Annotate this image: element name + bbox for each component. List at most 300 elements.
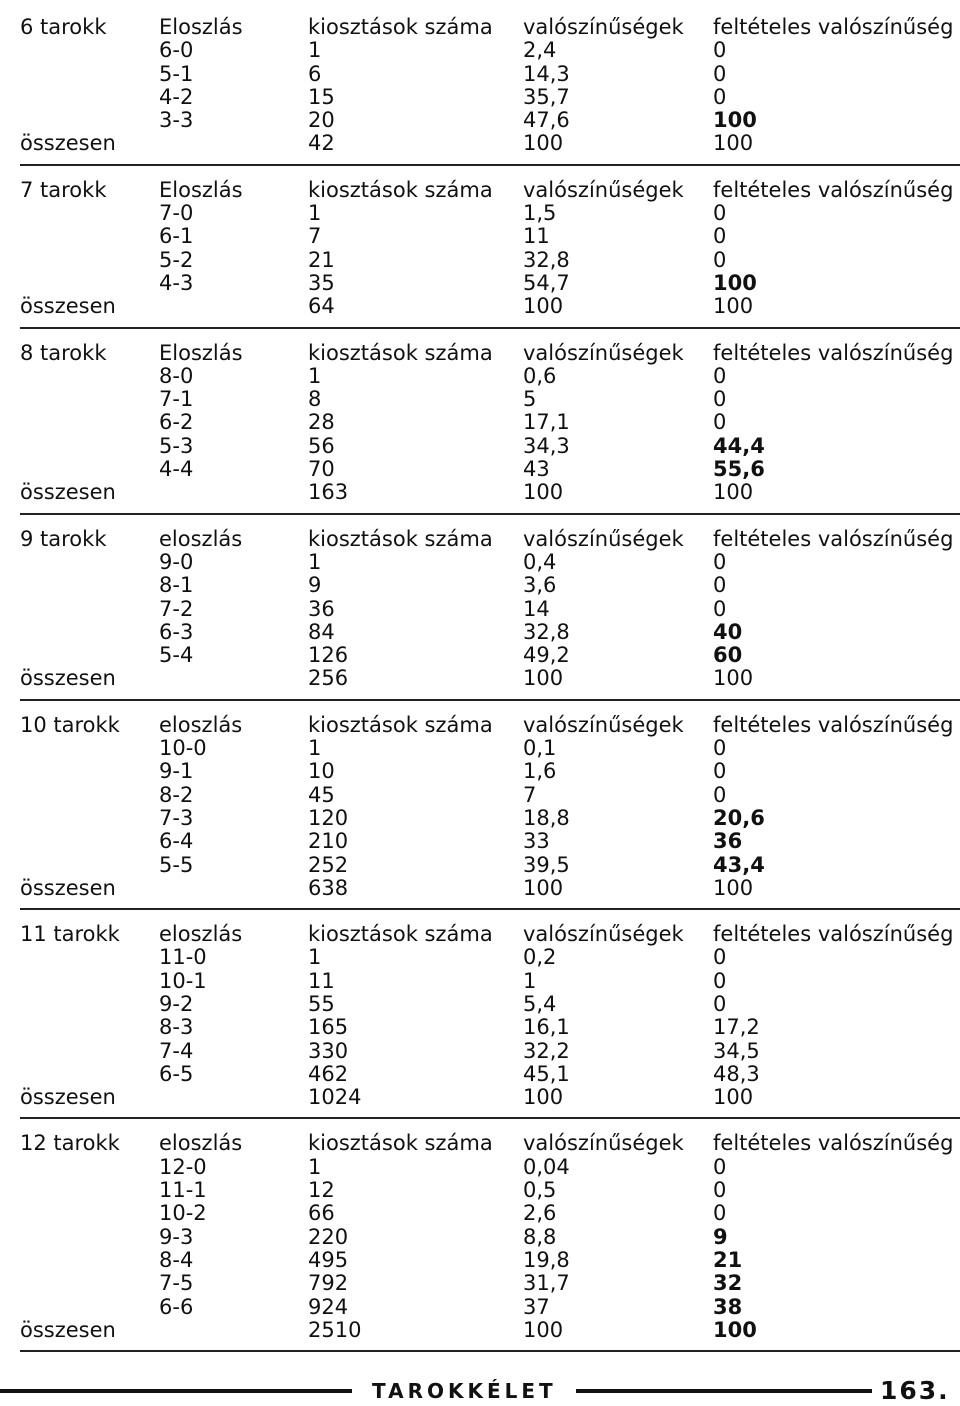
header-row bbox=[20, 179, 960, 202]
table-row bbox=[20, 1040, 960, 1063]
distribution-cell: 5-1 bbox=[159, 61, 194, 86]
table-row bbox=[20, 807, 960, 830]
deal-count-cell: 1 bbox=[308, 38, 322, 63]
probability-cell: 0,1 bbox=[523, 736, 557, 761]
table-row bbox=[20, 993, 960, 1016]
deal-count-cell: 6 bbox=[308, 61, 322, 86]
table-row bbox=[20, 574, 960, 597]
empty-cell bbox=[20, 946, 159, 969]
table-row bbox=[20, 760, 960, 783]
probability-cell: 0,4 bbox=[523, 549, 557, 574]
distribution-cell: 7-3 bbox=[159, 805, 194, 830]
conditional-probability-cell: 48,3 bbox=[713, 1061, 760, 1086]
distribution-cell: 4-2 bbox=[159, 84, 194, 109]
conditional-probability-cell: 21 bbox=[713, 1247, 743, 1272]
header-row bbox=[20, 923, 960, 946]
table-row bbox=[20, 225, 960, 248]
total-probability: 100 bbox=[523, 1085, 564, 1110]
header-deal-count: kiosztások száma bbox=[308, 340, 493, 365]
tarokk-block bbox=[20, 179, 960, 329]
deal-count-cell: 45 bbox=[308, 782, 335, 807]
conditional-probability-cell: 43,4 bbox=[713, 852, 765, 877]
probability-cell: 0,04 bbox=[523, 1154, 570, 1179]
empty-cell bbox=[20, 109, 159, 132]
total-deal-count: 256 bbox=[308, 666, 349, 691]
total-label: összesen bbox=[20, 1085, 116, 1110]
conditional-probability-cell: 0 bbox=[713, 1178, 727, 1203]
footer-rule-right bbox=[576, 1389, 872, 1393]
empty-cell bbox=[159, 1319, 308, 1342]
table-row bbox=[20, 458, 960, 481]
distribution-cell: 10-2 bbox=[159, 1201, 207, 1226]
tarokk-block bbox=[20, 714, 960, 910]
probability-cell: 0,6 bbox=[523, 363, 557, 388]
distribution-cell: 8-2 bbox=[159, 782, 194, 807]
conditional-probability-cell: 0 bbox=[713, 1201, 727, 1226]
total-conditional-probability: 100 bbox=[713, 294, 754, 319]
distribution-cell: 9-1 bbox=[159, 759, 194, 784]
empty-cell bbox=[20, 1296, 159, 1319]
total-row bbox=[20, 132, 960, 155]
total-probability: 100 bbox=[523, 480, 564, 505]
total-deal-count: 42 bbox=[308, 131, 335, 156]
total-conditional-probability: 100 bbox=[713, 480, 754, 505]
table-row bbox=[20, 1226, 960, 1249]
empty-cell bbox=[159, 295, 308, 318]
distribution-cell: 10-0 bbox=[159, 736, 207, 761]
total-label: összesen bbox=[20, 131, 116, 156]
distribution-cell: 8-0 bbox=[159, 363, 194, 388]
empty-cell bbox=[20, 854, 159, 877]
distribution-cell: 8-3 bbox=[159, 1015, 194, 1040]
empty-cell bbox=[20, 63, 159, 86]
probability-cell: 45,1 bbox=[523, 1061, 570, 1086]
deal-count-cell: 28 bbox=[308, 410, 335, 435]
total-label: összesen bbox=[20, 875, 116, 900]
conditional-probability-cell: 0 bbox=[713, 38, 727, 63]
block-title: 7 tarokk bbox=[20, 177, 107, 202]
total-row bbox=[20, 481, 960, 504]
table-row bbox=[20, 1179, 960, 1202]
table-row bbox=[20, 249, 960, 272]
deal-count-cell: 1 bbox=[308, 1154, 322, 1179]
distribution-cell: 11-0 bbox=[159, 945, 207, 970]
distribution-cell: 6-0 bbox=[159, 38, 194, 63]
deal-count-cell: 56 bbox=[308, 433, 335, 458]
empty-cell bbox=[20, 784, 159, 807]
deal-count-cell: 12 bbox=[308, 1178, 335, 1203]
empty-cell bbox=[20, 39, 159, 62]
header-probability: valószínűségek bbox=[523, 712, 684, 737]
empty-cell bbox=[20, 1272, 159, 1295]
probability-cell: 54,7 bbox=[523, 270, 570, 295]
total-row bbox=[20, 1086, 960, 1109]
distribution-cell: 7-4 bbox=[159, 1038, 194, 1063]
conditional-probability-cell: 40 bbox=[713, 619, 743, 644]
table-row bbox=[20, 644, 960, 667]
distribution-cell: 9-3 bbox=[159, 1224, 194, 1249]
total-deal-count: 638 bbox=[308, 875, 349, 900]
header-deal-count: kiosztások száma bbox=[308, 526, 493, 551]
empty-cell bbox=[20, 760, 159, 783]
distribution-cell: 6-5 bbox=[159, 1061, 194, 1086]
empty-cell bbox=[20, 1040, 159, 1063]
header-conditional-probability: feltételes valószínűség bbox=[713, 712, 954, 737]
deal-count-cell: 9 bbox=[308, 573, 322, 598]
empty-cell bbox=[20, 737, 159, 760]
distribution-cell: 12-0 bbox=[159, 1154, 207, 1179]
total-deal-count: 64 bbox=[308, 294, 335, 319]
deal-count-cell: 792 bbox=[308, 1271, 349, 1296]
block-title: 12 tarokk bbox=[20, 1131, 120, 1156]
conditional-probability-cell: 55,6 bbox=[713, 457, 765, 482]
conditional-probability-cell: 44,4 bbox=[713, 433, 765, 458]
table-row bbox=[20, 202, 960, 225]
conditional-probability-cell: 0 bbox=[713, 759, 727, 784]
header-row bbox=[20, 528, 960, 551]
deal-count-cell: 1 bbox=[308, 363, 322, 388]
probability-cell: 5,4 bbox=[523, 991, 557, 1016]
total-label: összesen bbox=[20, 480, 116, 505]
total-deal-count: 163 bbox=[308, 480, 349, 505]
empty-cell bbox=[20, 1016, 159, 1039]
probability-cell: 18,8 bbox=[523, 805, 570, 830]
header-probability: valószínűségek bbox=[523, 922, 684, 947]
total-deal-count: 1024 bbox=[308, 1085, 362, 1110]
deal-count-cell: 36 bbox=[308, 596, 335, 621]
table-row bbox=[20, 1202, 960, 1225]
deal-count-cell: 1 bbox=[308, 736, 322, 761]
header-distribution: eloszlás bbox=[159, 712, 243, 737]
total-label: összesen bbox=[20, 666, 116, 691]
probability-cell: 16,1 bbox=[523, 1015, 570, 1040]
distribution-cell: 6-1 bbox=[159, 224, 194, 249]
empty-cell bbox=[20, 970, 159, 993]
distribution-cell: 8-4 bbox=[159, 1247, 194, 1272]
deal-count-cell: 15 bbox=[308, 84, 335, 109]
table-row bbox=[20, 970, 960, 993]
header-probability: valószínűségek bbox=[523, 526, 684, 551]
tarokk-block bbox=[20, 342, 960, 515]
empty-cell bbox=[20, 598, 159, 621]
probability-cell: 2,6 bbox=[523, 1201, 557, 1226]
total-label: összesen bbox=[20, 1317, 116, 1342]
probability-cell: 14 bbox=[523, 596, 550, 621]
probability-cell: 35,7 bbox=[523, 84, 570, 109]
distribution-cell: 6-2 bbox=[159, 410, 194, 435]
empty-cell bbox=[20, 1249, 159, 1272]
empty-cell bbox=[159, 667, 308, 690]
footer-title: TAROKKÉLET bbox=[372, 1379, 557, 1403]
distribution-cell: 6-3 bbox=[159, 619, 194, 644]
table-row bbox=[20, 1156, 960, 1179]
conditional-probability-cell: 0 bbox=[713, 201, 727, 226]
probability-cell: 0,2 bbox=[523, 945, 557, 970]
header-conditional-probability: feltételes valószínűség bbox=[713, 922, 954, 947]
distribution-cell: 6-6 bbox=[159, 1294, 194, 1319]
table-row bbox=[20, 435, 960, 458]
table-row bbox=[20, 86, 960, 109]
total-row bbox=[20, 877, 960, 900]
total-conditional-probability: 100 bbox=[713, 1317, 757, 1342]
deal-count-cell: 20 bbox=[308, 108, 335, 133]
distribution-cell: 4-3 bbox=[159, 270, 194, 295]
conditional-probability-cell: 0 bbox=[713, 387, 727, 412]
block-title: 11 tarokk bbox=[20, 922, 120, 947]
empty-cell bbox=[20, 1063, 159, 1086]
probability-cell: 32,2 bbox=[523, 1038, 570, 1063]
table-row bbox=[20, 109, 960, 132]
table-row bbox=[20, 63, 960, 86]
conditional-probability-cell: 0 bbox=[713, 1154, 727, 1179]
conditional-probability-cell: 9 bbox=[713, 1224, 728, 1249]
deal-count-cell: 66 bbox=[308, 1201, 335, 1226]
conditional-probability-cell: 38 bbox=[713, 1294, 743, 1319]
empty-cell bbox=[20, 249, 159, 272]
distribution-cell: 6-4 bbox=[159, 829, 194, 854]
total-row bbox=[20, 667, 960, 690]
deal-count-cell: 126 bbox=[308, 643, 349, 668]
probability-cell: 32,8 bbox=[523, 247, 570, 272]
conditional-probability-cell: 0 bbox=[713, 224, 727, 249]
deal-count-cell: 1 bbox=[308, 201, 322, 226]
deal-count-cell: 165 bbox=[308, 1015, 349, 1040]
table-row bbox=[20, 1296, 960, 1319]
total-probability: 100 bbox=[523, 1317, 564, 1342]
probability-cell: 14,3 bbox=[523, 61, 570, 86]
probability-cell: 39,5 bbox=[523, 852, 570, 877]
deal-count-cell: 120 bbox=[308, 805, 349, 830]
empty-cell bbox=[20, 458, 159, 481]
deal-count-cell: 330 bbox=[308, 1038, 349, 1063]
header-distribution: eloszlás bbox=[159, 526, 243, 551]
header-deal-count: kiosztások száma bbox=[308, 1131, 493, 1156]
table-row bbox=[20, 1272, 960, 1295]
conditional-probability-cell: 0 bbox=[713, 596, 727, 621]
table-row bbox=[20, 1016, 960, 1039]
table-row bbox=[20, 830, 960, 853]
probability-cell: 19,8 bbox=[523, 1247, 570, 1272]
block-title: 8 tarokk bbox=[20, 340, 107, 365]
empty-cell bbox=[20, 621, 159, 644]
probability-cell: 47,6 bbox=[523, 108, 570, 133]
distribution-cell: 11-1 bbox=[159, 1178, 207, 1203]
table-row bbox=[20, 1249, 960, 1272]
deal-count-cell: 10 bbox=[308, 759, 335, 784]
conditional-probability-cell: 0 bbox=[713, 363, 727, 388]
header-deal-count: kiosztások száma bbox=[308, 15, 493, 39]
deal-count-cell: 55 bbox=[308, 991, 335, 1016]
header-conditional-probability: feltételes valószínűség bbox=[713, 1131, 954, 1156]
total-deal-count: 2510 bbox=[308, 1317, 362, 1342]
header-distribution: eloszlás bbox=[159, 1131, 243, 1156]
conditional-probability-cell: 60 bbox=[713, 643, 743, 668]
header-probability: valószínűségek bbox=[523, 340, 684, 365]
empty-cell bbox=[159, 481, 308, 504]
empty-cell bbox=[20, 225, 159, 248]
distribution-cell: 10-1 bbox=[159, 968, 207, 993]
table-row bbox=[20, 854, 960, 877]
table-row bbox=[20, 272, 960, 295]
total-probability: 100 bbox=[523, 294, 564, 319]
table-row bbox=[20, 551, 960, 574]
table-row bbox=[20, 411, 960, 434]
empty-cell bbox=[159, 1086, 308, 1109]
empty-cell bbox=[159, 132, 308, 155]
deal-count-cell: 35 bbox=[308, 270, 335, 295]
empty-cell bbox=[20, 202, 159, 225]
distribution-cell: 7-5 bbox=[159, 1271, 194, 1296]
footer-rule-left bbox=[0, 1389, 352, 1393]
probability-cell: 0,5 bbox=[523, 1178, 557, 1203]
header-conditional-probability: feltételes valószínűség bbox=[713, 526, 954, 551]
deal-count-cell: 7 bbox=[308, 224, 322, 249]
empty-cell bbox=[20, 1156, 159, 1179]
header-row bbox=[20, 1132, 960, 1155]
deal-count-cell: 495 bbox=[308, 1247, 349, 1272]
probability-cell: 32,8 bbox=[523, 619, 570, 644]
header-deal-count: kiosztások száma bbox=[308, 177, 493, 202]
distribution-cell: 8-1 bbox=[159, 573, 194, 598]
empty-cell bbox=[20, 365, 159, 388]
conditional-probability-cell: 17,2 bbox=[713, 1015, 760, 1040]
probability-cell: 49,2 bbox=[523, 643, 570, 668]
empty-cell bbox=[20, 411, 159, 434]
conditional-probability-cell: 0 bbox=[713, 991, 727, 1016]
probability-cell: 43 bbox=[523, 457, 550, 482]
header-distribution: eloszlás bbox=[159, 922, 243, 947]
tarokk-block bbox=[20, 1132, 960, 1352]
probability-cell: 11 bbox=[523, 224, 550, 249]
empty-cell bbox=[20, 86, 159, 109]
table-row bbox=[20, 1063, 960, 1086]
header-probability: valószínűségek bbox=[523, 15, 684, 39]
empty-cell bbox=[20, 1202, 159, 1225]
distribution-cell: 9-2 bbox=[159, 991, 194, 1016]
deal-count-cell: 924 bbox=[308, 1294, 349, 1319]
probability-cell: 34,3 bbox=[523, 433, 570, 458]
empty-cell bbox=[20, 388, 159, 411]
conditional-probability-cell: 100 bbox=[713, 270, 757, 295]
deal-count-cell: 84 bbox=[308, 619, 335, 644]
conditional-probability-cell: 0 bbox=[713, 410, 727, 435]
probability-cell: 1,5 bbox=[523, 201, 557, 226]
block-title: 6 tarokk bbox=[20, 15, 107, 39]
probability-cell: 1 bbox=[523, 968, 537, 993]
probability-cell: 3,6 bbox=[523, 573, 557, 598]
probability-cell: 8,8 bbox=[523, 1224, 557, 1249]
header-conditional-probability: feltételes valószínűség bbox=[713, 15, 954, 39]
empty-cell bbox=[20, 1179, 159, 1202]
distribution-cell: 9-0 bbox=[159, 549, 194, 574]
distribution-cell: 4-4 bbox=[159, 457, 194, 482]
header-deal-count: kiosztások száma bbox=[308, 712, 493, 737]
header-conditional-probability: feltételes valószínűség bbox=[713, 177, 954, 202]
deal-count-cell: 220 bbox=[308, 1224, 349, 1249]
empty-cell bbox=[20, 807, 159, 830]
distribution-cell: 7-0 bbox=[159, 201, 194, 226]
deal-count-cell: 8 bbox=[308, 387, 322, 412]
header-probability: valószínűségek bbox=[523, 177, 684, 202]
total-conditional-probability: 100 bbox=[713, 875, 754, 900]
empty-cell bbox=[20, 993, 159, 1016]
total-row bbox=[20, 295, 960, 318]
conditional-probability-cell: 0 bbox=[713, 549, 727, 574]
total-row bbox=[20, 1319, 960, 1342]
probability-cell: 1,6 bbox=[523, 759, 557, 784]
empty-cell bbox=[20, 830, 159, 853]
tarokk-tables bbox=[20, 16, 960, 1365]
header-distribution: Eloszlás bbox=[159, 340, 243, 365]
conditional-probability-cell: 36 bbox=[713, 829, 743, 854]
conditional-probability-cell: 0 bbox=[713, 968, 727, 993]
deal-count-cell: 252 bbox=[308, 852, 349, 877]
page-number: 163. bbox=[880, 1376, 950, 1405]
distribution-cell: 7-2 bbox=[159, 596, 194, 621]
table-row bbox=[20, 946, 960, 969]
table-row bbox=[20, 784, 960, 807]
conditional-probability-cell: 20,6 bbox=[713, 805, 765, 830]
distribution-cell: 5-5 bbox=[159, 852, 194, 877]
conditional-probability-cell: 0 bbox=[713, 61, 727, 86]
probability-cell: 17,1 bbox=[523, 410, 570, 435]
table-row bbox=[20, 39, 960, 62]
probability-cell: 7 bbox=[523, 782, 537, 807]
empty-cell bbox=[20, 435, 159, 458]
header-conditional-probability: feltételes valószínűség bbox=[713, 340, 954, 365]
tarokk-block bbox=[20, 16, 960, 166]
table-row bbox=[20, 365, 960, 388]
deal-count-cell: 1 bbox=[308, 549, 322, 574]
total-label: összesen bbox=[20, 294, 116, 319]
header-probability: valószínűségek bbox=[523, 1131, 684, 1156]
deal-count-cell: 462 bbox=[308, 1061, 349, 1086]
probability-cell: 37 bbox=[523, 1294, 550, 1319]
conditional-probability-cell: 0 bbox=[713, 84, 727, 109]
header-distribution: Eloszlás bbox=[159, 15, 243, 39]
table-row bbox=[20, 737, 960, 760]
header-deal-count: kiosztások száma bbox=[308, 922, 493, 947]
table-row bbox=[20, 598, 960, 621]
conditional-probability-cell: 100 bbox=[713, 108, 757, 133]
deal-count-cell: 210 bbox=[308, 829, 349, 854]
total-conditional-probability: 100 bbox=[713, 131, 754, 156]
total-probability: 100 bbox=[523, 875, 564, 900]
empty-cell bbox=[20, 551, 159, 574]
block-title: 10 tarokk bbox=[20, 712, 120, 737]
deal-count-cell: 1 bbox=[308, 945, 322, 970]
header-row bbox=[20, 16, 960, 39]
deal-count-cell: 11 bbox=[308, 968, 335, 993]
conditional-probability-cell: 0 bbox=[713, 573, 727, 598]
table-row bbox=[20, 388, 960, 411]
conditional-probability-cell: 34,5 bbox=[713, 1038, 760, 1063]
total-probability: 100 bbox=[523, 131, 564, 156]
tarokk-block bbox=[20, 528, 960, 701]
deal-count-cell: 21 bbox=[308, 247, 335, 272]
header-row bbox=[20, 342, 960, 365]
tarokk-block bbox=[20, 923, 960, 1119]
header-row bbox=[20, 714, 960, 737]
empty-cell bbox=[20, 272, 159, 295]
distribution-cell: 5-2 bbox=[159, 247, 194, 272]
empty-cell bbox=[20, 644, 159, 667]
conditional-probability-cell: 0 bbox=[713, 736, 727, 761]
table-row bbox=[20, 621, 960, 644]
conditional-probability-cell: 0 bbox=[713, 945, 727, 970]
distribution-cell: 3-3 bbox=[159, 108, 194, 133]
distribution-cell: 5-3 bbox=[159, 433, 194, 458]
